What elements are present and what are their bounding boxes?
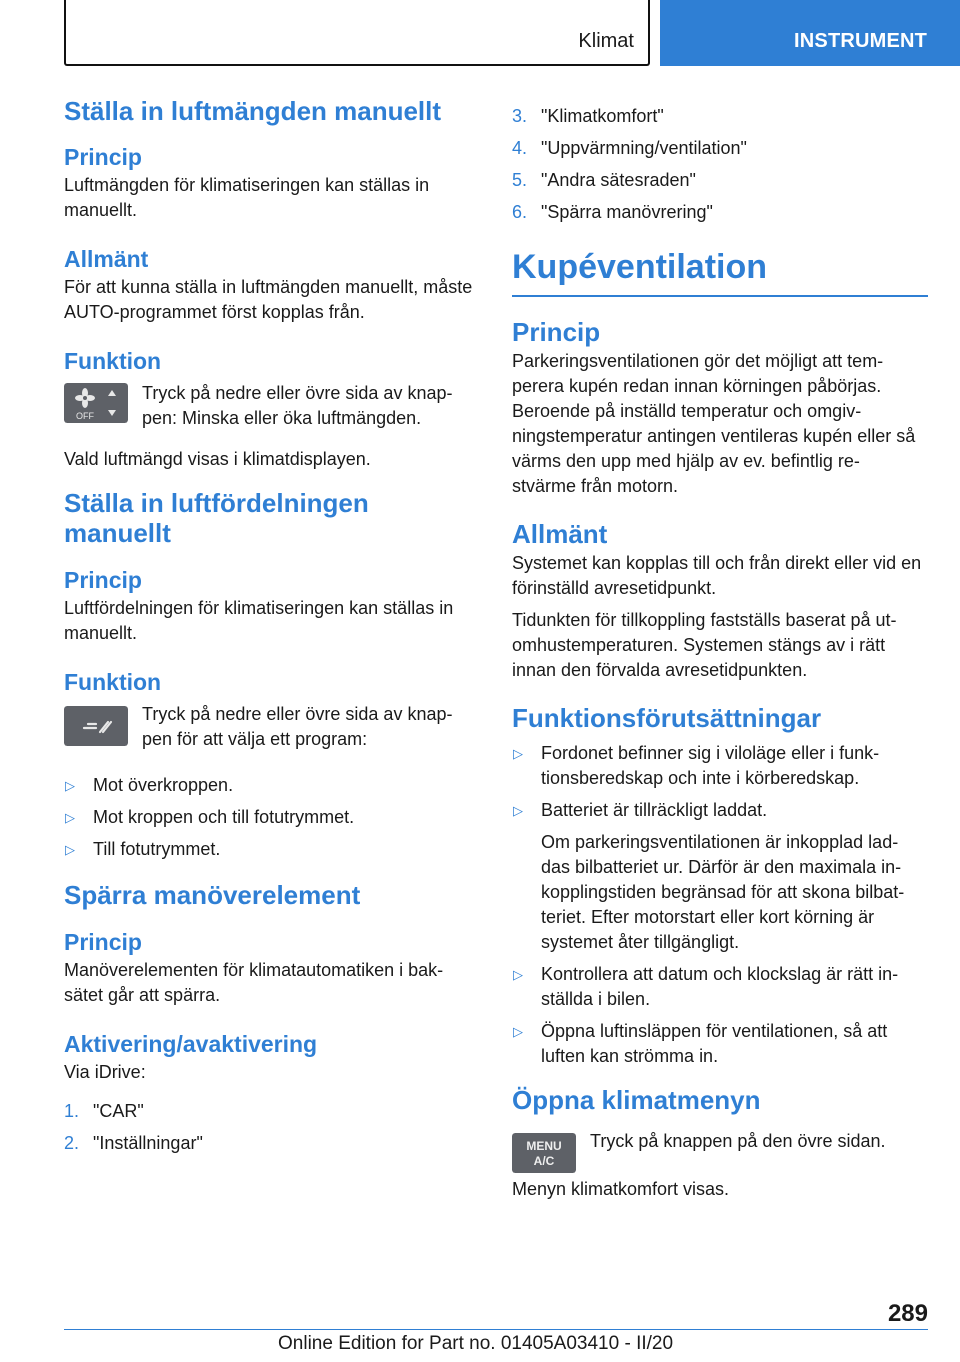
heading-principle: Princip bbox=[64, 144, 142, 170]
list-item: 4. "Uppvärmning/ventilation" bbox=[512, 138, 747, 158]
paragraph: Luftfördelningen för klimatiseringen kan ställas in manuellt. bbox=[64, 598, 454, 643]
list-item: ▷ Mot kroppen och till fotutrymmet. bbox=[65, 807, 355, 827]
heading-principle: Princip bbox=[64, 929, 142, 955]
list-item: 1. "CAR" bbox=[64, 1101, 144, 1121]
heading-general: Allmänt bbox=[64, 246, 149, 272]
menu-ac-button-icon bbox=[512, 1133, 576, 1173]
paragraph: Tidunkten för tillkoppling fastställs baserat på ut- omhustemperaturen. Systemen stängs av i rätt innan den förvalda avresetidpunkten. bbox=[512, 610, 897, 680]
list-item: ▷ Till fotutrymmet. bbox=[65, 839, 221, 859]
heading-principle: Princip bbox=[512, 317, 601, 347]
list-item: ▷ Batteriet är tillräckligt laddat. Om parkeringsventilationen är inkopplad lad- das bilbatteriet ur. Därför är den maximala in- kopplingstiden begränsad för att skona bilbat- teriet. Efter motorstart eller kort körning är systemet åter tillgängligt. bbox=[512, 798, 928, 955]
list-item: ▷ Mot överkroppen. bbox=[65, 775, 234, 795]
prerequisites-list bbox=[512, 741, 928, 1069]
section-title-air-distribution: Ställa in luftfördelningen manuellt bbox=[64, 488, 369, 548]
chapter-title-cabin-ventilation: Kupéventilation bbox=[512, 247, 928, 297]
heading-activation: Aktivering/avaktivering bbox=[64, 1031, 318, 1057]
footer-edition: Online Edition for Part no. 01405A03410 - II/20 bbox=[278, 1333, 674, 1354]
header-section-tab bbox=[64, 0, 650, 66]
paragraph: Manöverelementen för klimatautomatiken i bak- sätet går att spärra. bbox=[64, 960, 444, 1005]
svg-text:A/C: A/C bbox=[533, 1154, 555, 1168]
right-column bbox=[512, 104, 928, 1202]
fan-button-off-label: OFF bbox=[76, 411, 94, 421]
list-item-note: Om parkeringsventilationen är inkopplad lad- das bilbatteriet ur. Därför är den maximala in- kopplingstiden begränsad för att skona bilbat- teriet. Efter motorstart eller kort körning är systemet åter tillgängligt. bbox=[541, 832, 905, 952]
svg-text:MENU: MENU bbox=[526, 1139, 562, 1153]
section-title-lock-controls: Spärra manöverelement bbox=[64, 880, 361, 910]
heading-principle: Princip bbox=[64, 567, 142, 593]
distribution-list bbox=[64, 773, 480, 862]
paragraph: Tryck på nedre eller övre sida av knap- pen för att välja ett program: bbox=[142, 704, 453, 749]
heading-open-climate-menu: Öppna klimatmenyn bbox=[512, 1085, 761, 1115]
page-number: 289 bbox=[887, 1300, 928, 1327]
menu-button-row bbox=[512, 1129, 928, 1168]
list-item: ▷ Öppna luftinsläppen för ventilationen, så att luften kan strömma in. bbox=[513, 1021, 888, 1066]
fan-button-icon bbox=[64, 383, 128, 423]
paragraph: Systemet kan kopplas till och från direkt eller vid en förinställd avresetidpunkt. bbox=[512, 553, 922, 598]
heading-prerequisites: Funktionsförutsättningar bbox=[512, 703, 822, 733]
air-distribution-icon bbox=[64, 706, 128, 746]
heading-function: Funktion bbox=[64, 669, 162, 695]
paragraph: Vald luftmängd visas i klimatdisplayen. bbox=[64, 449, 371, 469]
distribution-button-row bbox=[64, 702, 480, 752]
paragraph: För att kunna ställa in luftmängden manuellt, måste AUTO-programmet först kopplas från. bbox=[64, 277, 473, 322]
header-chapter-label: INSTRUMENT bbox=[794, 30, 928, 52]
heading-general: Allmänt bbox=[512, 519, 608, 549]
idrive-steps-list bbox=[64, 1099, 480, 1156]
footer-divider bbox=[64, 1329, 928, 1330]
list-item: 6. "Spärra manövrering" bbox=[512, 202, 713, 222]
paragraph: Parkeringsventilationen gör det möjligt att tem- perera kupén redan innan körningen påbörjas. Beroende på inställd temperatur och omgiv- ningstemperatur antingen ventileras kupén eller så värms den upp med hjälp av ev. befintlig re- stvärme från motorn. bbox=[512, 351, 916, 496]
paragraph: Tryck på nedre eller övre sida av knap- pen: Minska eller öka luftmängden. bbox=[142, 383, 453, 428]
paragraph: Luftmängden för klimatiseringen kan ställas in manuellt. bbox=[64, 175, 430, 220]
header-section-label: Klimat bbox=[578, 30, 634, 52]
list-item: ▷ Fordonet befinner sig i viloläge eller i funk- tionsberedskap och inte i körberedskap. bbox=[513, 743, 880, 788]
fan-button-row bbox=[64, 381, 480, 431]
list-item: 5. "Andra sätesraden" bbox=[512, 170, 696, 190]
paragraph: Tryck på knappen på den övre sidan. bbox=[590, 1131, 886, 1151]
paragraph: Via iDrive: bbox=[64, 1062, 146, 1082]
list-item: 2. "Inställningar" bbox=[64, 1133, 203, 1153]
section-title-air-volume: Ställa in luftmängden manuellt bbox=[64, 96, 442, 126]
heading-function: Funktion bbox=[64, 348, 162, 374]
idrive-steps-list-continued bbox=[512, 104, 928, 225]
left-column bbox=[64, 96, 480, 1163]
list-item: 3. "Klimatkomfort" bbox=[512, 106, 664, 126]
list-item: ▷ Kontrollera att datum och klockslag är rätt in- ställda i bilen. bbox=[513, 964, 899, 1009]
header-chapter-tab bbox=[660, 0, 960, 66]
paragraph: Menyn klimatkomfort visas. bbox=[512, 1179, 730, 1199]
